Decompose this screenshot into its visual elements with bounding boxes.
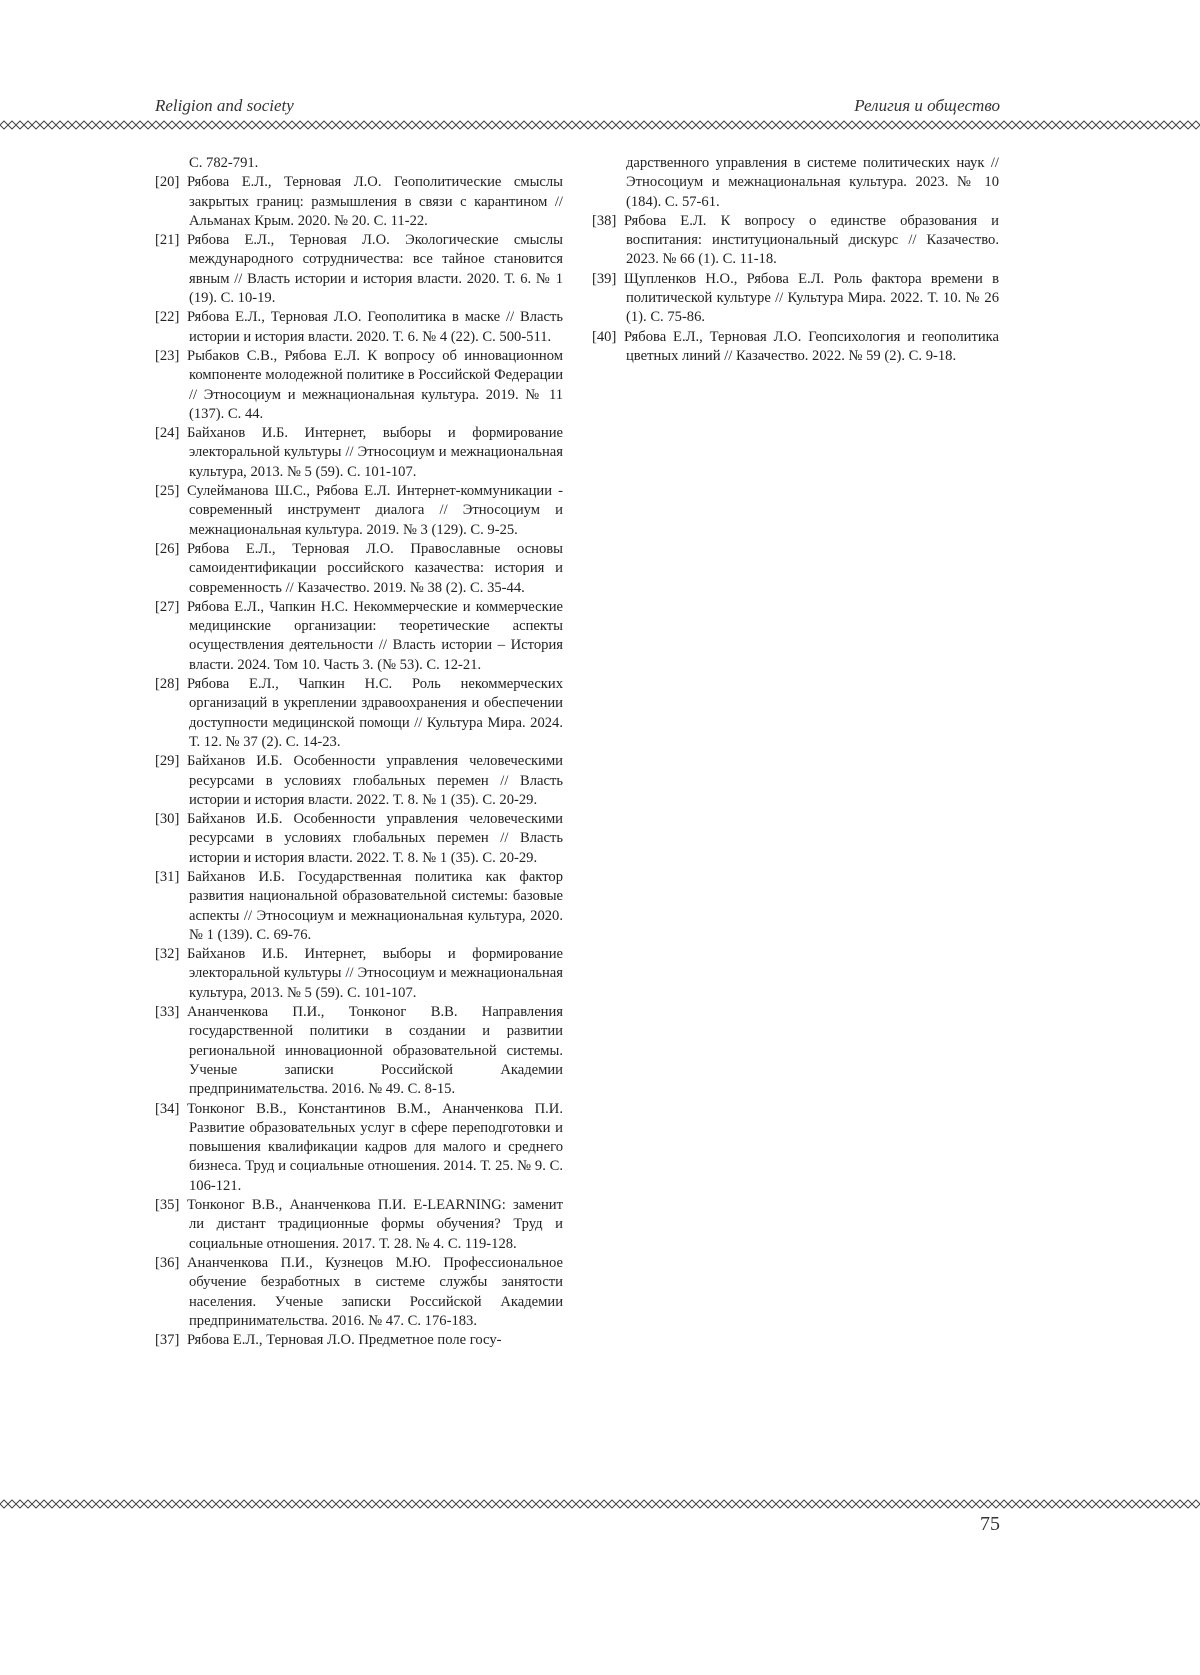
reference-text: Тонконог В.В., Ананченкова П.И. E-LEARNING: заменит ли дистант традиционные формы обучения? Труд и социальные отношения. 2017. Т. 28. № 4. С. 119-128.	[187, 1197, 563, 1252]
reference-number: [20]	[155, 174, 180, 191]
reference-number: [39]	[592, 270, 617, 287]
reference-text: Байханов И.Б. Интернет, выборы и формирование электоральной культуры // Этносоциум и межнациональная культура, 2013. № 5 (59). С. 101-107.	[187, 425, 563, 480]
reference-entry	[155, 1196, 563, 1254]
reference-number: [35]	[155, 1197, 180, 1214]
reference-text: Рябова Е.Л., Терновая Л.О. Экологические смыслы международного сотрудничества: все тайное становится явным // Власть истории и история власти. 2020. Т. 6. № 1 (19). С. 10-19.	[187, 232, 563, 307]
reference-entry	[155, 1331, 563, 1350]
reference-entry	[155, 231, 563, 308]
reference-entry	[155, 347, 563, 424]
reference-entry	[155, 945, 563, 1003]
reference-text: Рябова Е.Л., Терновая Л.О. Православные основы самоидентификации российского казачества: история и современность // Казачество. 2019. № 38 (2). С. 35-44.	[187, 540, 563, 596]
reference-entry	[155, 173, 563, 231]
reference-entry	[592, 154, 999, 212]
reference-entry	[155, 308, 563, 347]
reference-text: Байханов И.Б. Особенности управления человеческими ресурсами в условиях глобальных перемен // Власть истории и история власти. 2022. Т. 8. № 1 (35). С. 20-29.	[187, 753, 563, 808]
reference-text: Щупленков Н.О., Рябова Е.Л. Роль фактора времени в политической культуре // Культура Мира. 2022. Т. 10. № 26 (1). С. 75-86.	[624, 270, 999, 326]
reference-text: Рябова Е.Л., Терновая Л.О. Геополитика в маске // Власть истории и история власти. 2020. Т. 6. № 4 (22). С. 500-511.	[187, 309, 563, 345]
reference-text: Ананченкова П.И., Тонконог В.В. Направления государственной политики в создании и развитии региональной инновационной образовательной системы. Ученые записки Российской Академии предпринимательства. 2016. № 49. С. 8-15.	[187, 1004, 563, 1098]
reference-number: [27]	[155, 598, 180, 615]
reference-number: [22]	[155, 309, 180, 326]
running-head-right: Религия и общество	[854, 96, 1000, 115]
reference-entry	[155, 1100, 563, 1196]
reference-number: [30]	[155, 811, 180, 828]
reference-number: [23]	[155, 347, 180, 364]
reference-number: [37]	[155, 1332, 180, 1349]
reference-number: [31]	[155, 868, 180, 885]
reference-text: С. 782-791.	[189, 155, 259, 171]
reference-text: Байханов И.Б. Интернет, выборы и формирование электоральной культуры // Этносоциум и межнациональная культура, 2013. № 5 (59). С. 101-107.	[187, 946, 563, 1001]
reference-number: [40]	[592, 328, 617, 345]
reference-text: Рябова Е.Л., Чапкин Н.С. Некоммерческие и коммерческие медицинские организации: теоретические аспекты осуществления деятельности // Власть истории – История власти. 2024. Том 10. Часть 3. (№ 53). С. 12-21.	[187, 598, 563, 673]
reference-text: Рябова Е.Л., Терновая Л.О. Геополитические смыслы закрытых границ: размышления в связи с карантином // Альманах Крым. 2020. № 20. С. 11-22.	[187, 174, 563, 229]
reference-text: Байханов И.Б. Особенности управления человеческими ресурсами в условиях глобальных перемен // Власть истории и история власти. 2022. Т. 8. № 1 (35). С. 20-29.	[187, 811, 563, 866]
references-left-column	[155, 154, 563, 1350]
reference-entry	[155, 1254, 563, 1331]
reference-number: [21]	[155, 232, 180, 249]
reference-number: [34]	[155, 1100, 180, 1117]
reference-entry	[155, 598, 563, 675]
reference-text: дарственного управления в системе политических наук // Этносоциум и межнациональная культура. 2023. № 10 (184). С. 57-61.	[626, 155, 999, 210]
reference-text: Сулейманова Ш.С., Рябова Е.Л. Интернет-коммуникации - современный инструмент диалога // Этносоциум и межнациональная культура. 2019. № 3 (129). С. 9-25.	[187, 483, 563, 538]
reference-text: Байханов И.Б. Государственная политика как фактор развития национальной образовательной системы: базовые аспекты // Этносоциум и межнациональная культура, 2020. № 1 (139). С. 69-76.	[187, 868, 563, 943]
reference-number: [33]	[155, 1004, 180, 1021]
reference-number: [26]	[155, 540, 180, 557]
reference-entry	[155, 540, 563, 598]
reference-text: Рябова Е.Л., Терновая Л.О. Предметное поле госу-	[187, 1332, 502, 1349]
reference-entry	[155, 810, 563, 868]
reference-text: Рябова Е.Л. К вопросу о единстве образования и воспитания: институциональный дискурс // Казачество. 2023. № 66 (1). С. 11-18.	[624, 212, 999, 268]
reference-number: [29]	[155, 753, 180, 770]
reference-number: [32]	[155, 946, 180, 963]
reference-number: [24]	[155, 425, 180, 442]
running-head-left: Religion and society	[155, 96, 294, 115]
reference-entry	[592, 212, 999, 270]
top-ornament-divider	[0, 118, 1200, 132]
reference-entry	[155, 675, 563, 752]
reference-text: Рыбаков С.В., Рябова Е.Л. К вопросу об инновационном компоненте молодежной политике в Российской Федерации // Этносоциум и межнациональная культура. 2019. № 11 (137). С. 44.	[187, 347, 563, 422]
reference-entry	[155, 482, 563, 540]
page-number: 75	[980, 1513, 1000, 1535]
reference-number: [28]	[155, 676, 180, 693]
reference-entry	[592, 328, 999, 367]
reference-entry	[155, 752, 563, 810]
reference-text: Рябова Е.Л., Чапкин Н.С. Роль некоммерческих организаций в укреплении здравоохранения и обеспечении доступности медицинской помощи // Культура Мира. 2024. Т. 12. № 37 (2). С. 14-23.	[187, 676, 563, 750]
reference-text: Ананченкова П.И., Кузнецов М.Ю. Профессиональное обучение безработных в системе службы занятости населения. Ученые записки Российской Академии предпринимательства. 2016. № 47. С. 176-183.	[187, 1254, 563, 1329]
reference-text: Рябова Е.Л., Терновая Л.О. Геопсихология и геополитика цветных линий // Казачество. 2022. № 59 (2). С. 9-18.	[624, 328, 999, 364]
reference-entry	[155, 1003, 563, 1099]
reference-number: [36]	[155, 1254, 180, 1271]
reference-entry	[155, 424, 563, 482]
reference-entry	[155, 868, 563, 945]
reference-number: [25]	[155, 483, 180, 500]
reference-entry	[155, 154, 563, 173]
references-right-column	[592, 154, 999, 366]
reference-number: [38]	[592, 212, 617, 229]
bottom-ornament-divider	[0, 1497, 1200, 1511]
reference-text: Тонконог В.В., Константинов В.М., Ананченкова П.И. Развитие образовательных услуг в сфере переподготовки и повышения квалификации кадров для малого и среднего бизнеса. Труд и социальные отношения. 2014. Т. 25. № 9. С. 106-121.	[187, 1100, 563, 1194]
reference-entry	[592, 270, 999, 328]
